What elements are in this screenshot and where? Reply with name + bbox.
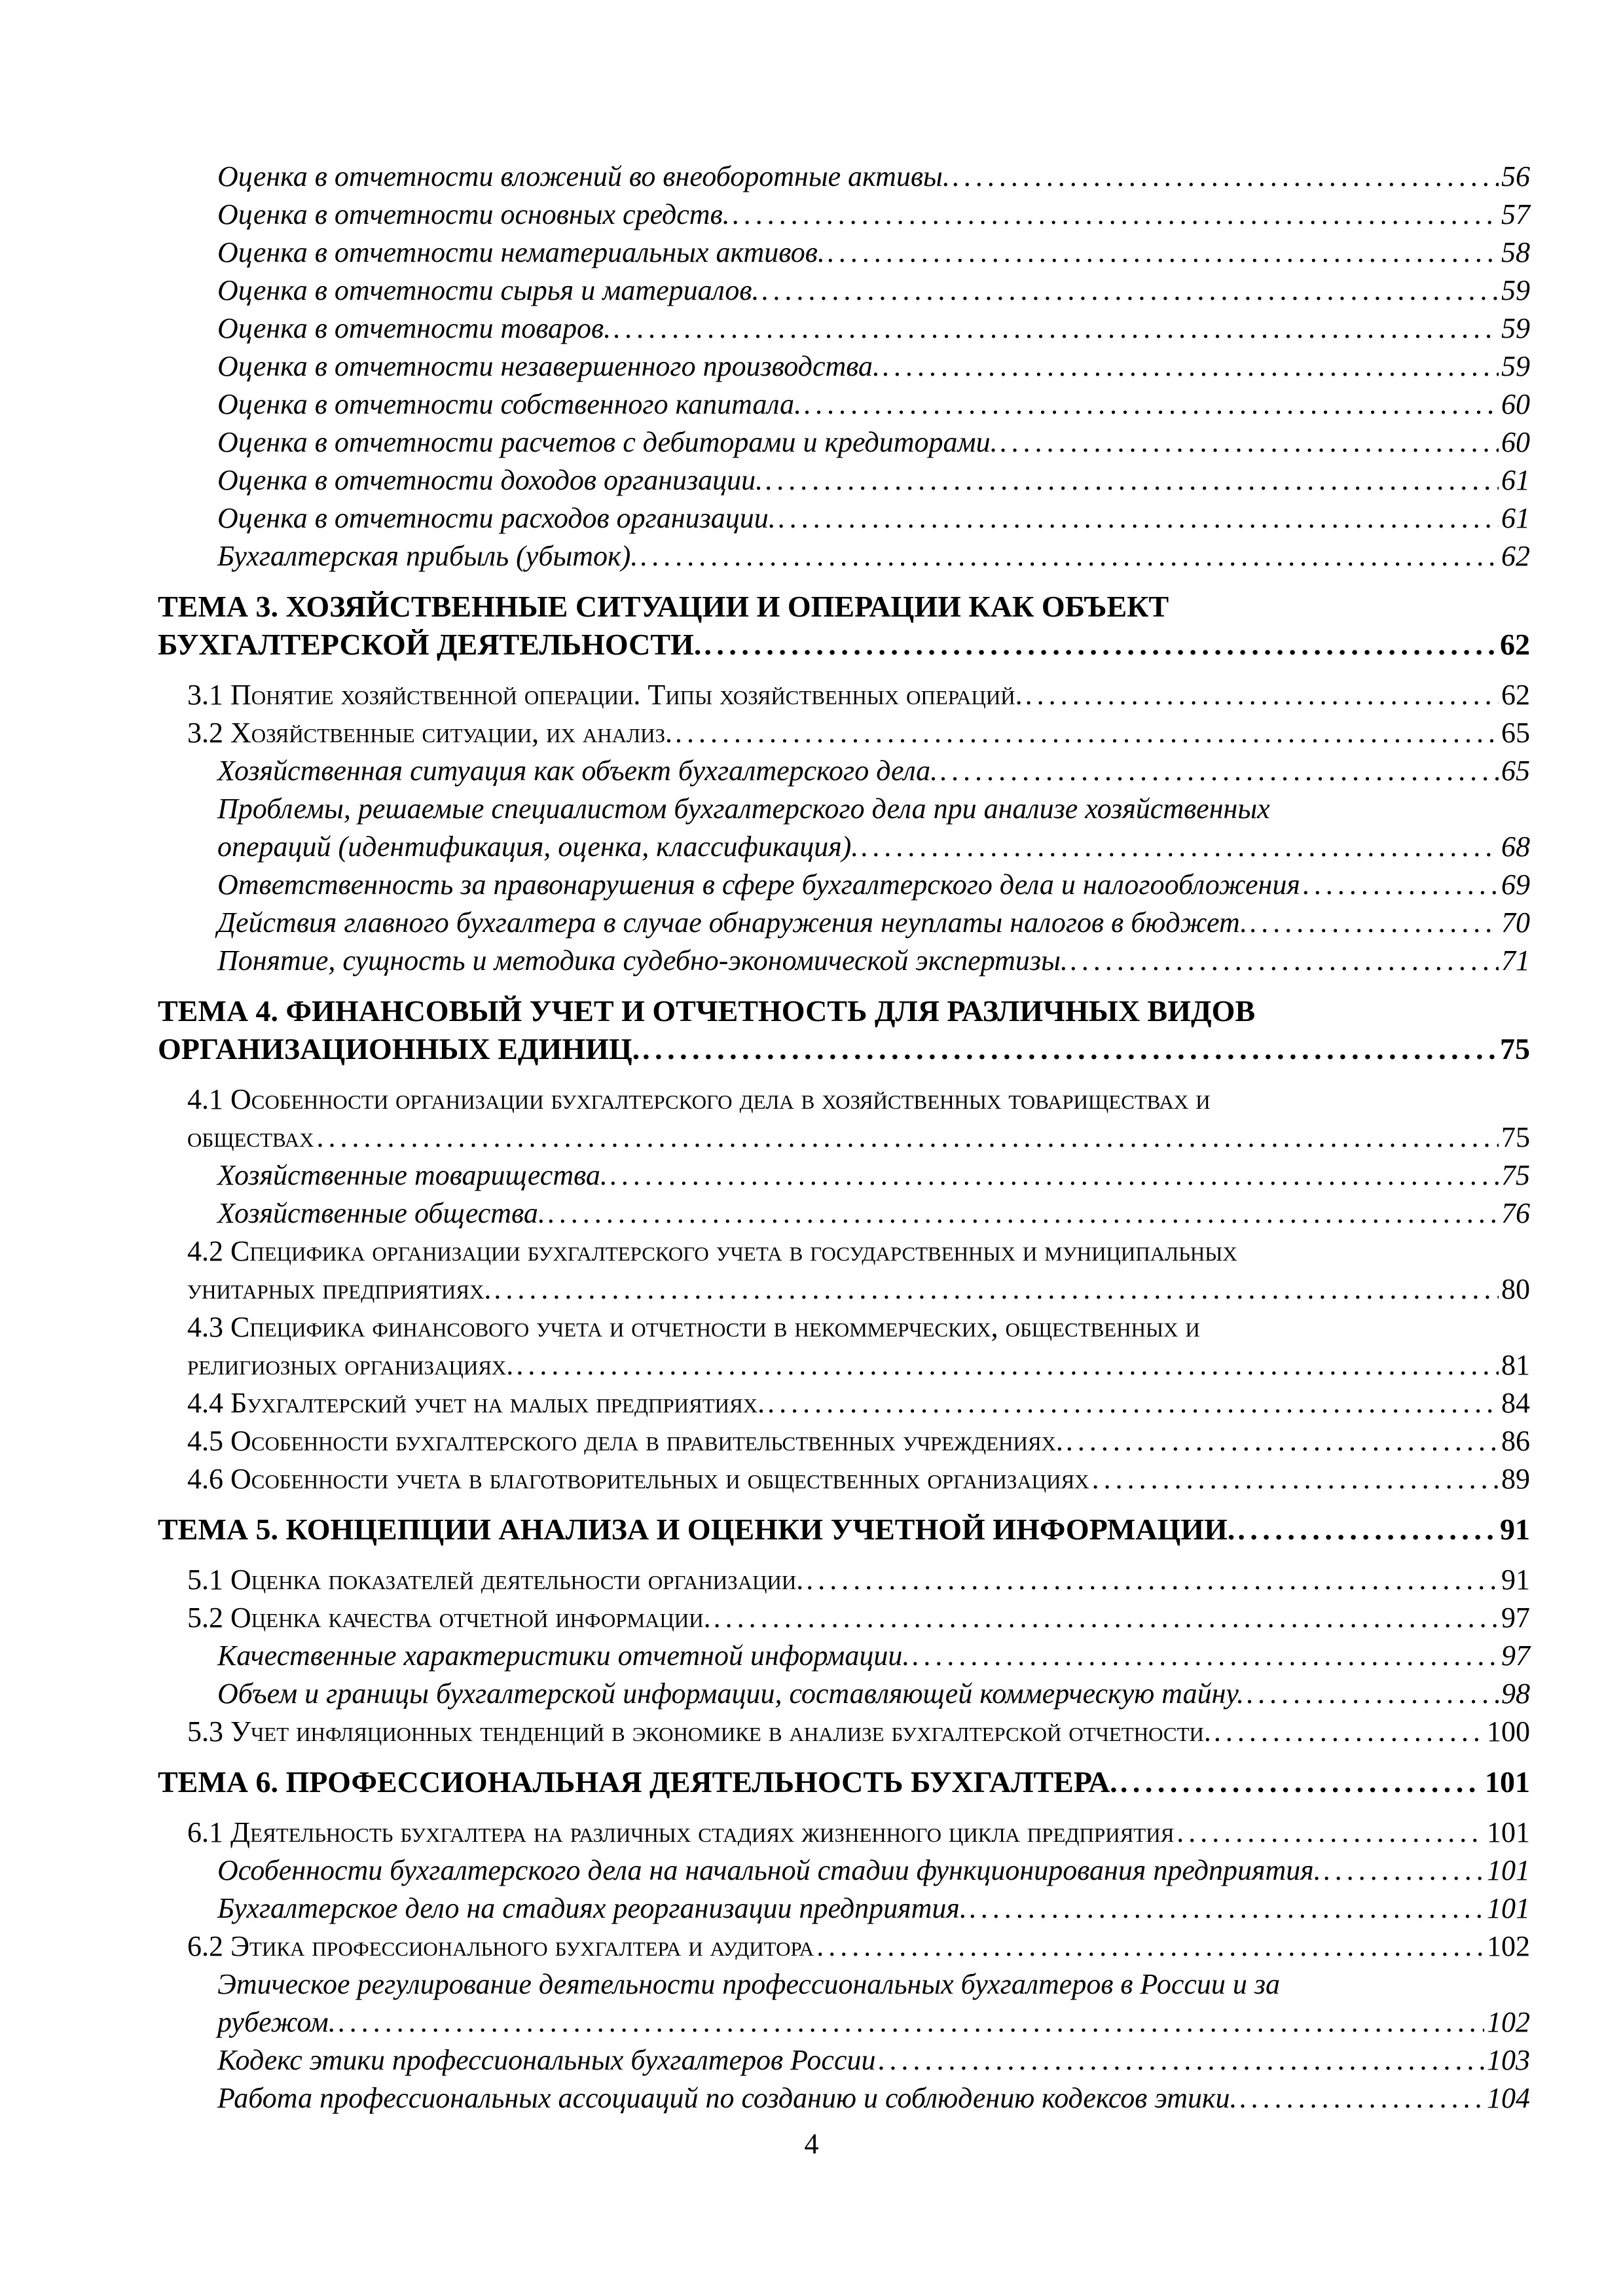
toc-entry[interactable] [217,1894,1530,1923]
toc-page-number: 101 [1487,1854,1530,1886]
toc-entry-title: 4.4 Бухгалтерский учет на малых предприятиях. [187,1387,765,1419]
toc-page-number: 71 [1501,944,1530,977]
toc-entry-title: религиозных организациях. [187,1349,514,1381]
toc-section-entry[interactable] [187,1275,1530,1304]
toc-page-number: 62 [1501,540,1530,572]
toc-leader [1250,908,1499,937]
toc-page-number: 75 [1500,1032,1530,1066]
toc-leader [1240,2084,1484,2113]
toc-page-number: 102 [1487,1930,1530,1962]
toc-entry-title: ТЕМА 5. КОНЦЕПЦИИ АНАЛИЗА И ОЦЕНКИ УЧЕТНОЙ ИНФОРМАЦИИ. [158,1513,1235,1546]
toc-page-number: 76 [1501,1197,1530,1229]
toc-topic-entry[interactable] [158,1767,1530,1797]
page-number: 4 [804,2128,819,2160]
toc-entry-title: Оценка в отчетности вложений во внеоборотные активы. [217,160,950,192]
toc-leader [1120,1767,1482,1797]
toc-entry-title: Оценка в отчетности нематериальных активов. [217,236,825,268]
toc-leader [1214,1717,1484,1746]
toc-leader [610,1161,1499,1190]
toc-page-number: 58 [1501,236,1530,268]
toc-leader [317,1123,1499,1152]
toc-entry[interactable] [217,2046,1530,2075]
toc-leader [804,390,1499,419]
toc-page-number: 75 [1501,1121,1530,1153]
toc-entry[interactable] [217,946,1530,975]
toc-entry[interactable] [217,1856,1530,1885]
toc-leader [953,162,1499,191]
toc-entry-title: Оценка в отчетности основных средств. [217,198,730,230]
toc-entry-title: Оценка в отчетности расчетов с дебиторами и кредиторами. [217,426,998,458]
toc-entry-line: Этическое регулирование деятельности профессиональных бухгалтеров в России и за [217,1968,1281,2000]
toc-leader [675,719,1499,747]
toc-entry-title: 3.1 Понятие хозяйственной операции. Типы хозяйственных операций. [187,679,1023,711]
toc-entry-title: Оценка в отчетности товаров. [217,312,611,344]
toc-section-line: 4.3 Специфика финансового учета и отчетности в некоммерческих, общественных и [187,1311,1200,1343]
toc-section-entry[interactable] [187,1604,1530,1632]
toc-page-number: 65 [1501,717,1530,749]
toc-entry-title: 5.1 Оценка показателей деятельности организации. [187,1564,804,1596]
toc-entry[interactable] [217,1641,1530,1670]
toc-entry-title: Хозяйственная ситуация как объект бухгалтерского дела. [217,755,938,787]
toc-leader [516,1351,1499,1380]
toc-entry-title: 4.5 Особенности бухгалтерского дела в правительственных учреждениях. [187,1425,1063,1457]
toc-page-number: 62 [1501,679,1530,711]
toc-leader [1025,681,1499,709]
toc-entry-title: 5.3 Учет инфляционных тенденций в экономике в анализе бухгалтерской отчетности. [187,1715,1211,1748]
toc-leader [806,1566,1499,1594]
toc-topic-entry[interactable] [158,1515,1530,1545]
toc-page-number: 70 [1501,906,1530,939]
toc-leader [1092,1465,1499,1494]
toc-section-entry[interactable] [187,681,1530,709]
toc-entry[interactable] [217,238,1530,267]
toc-leader [494,1275,1499,1304]
toc-entry[interactable] [217,352,1530,381]
toc-page-number: 69 [1501,869,1530,901]
toc-section-line: 4.2 Специфика организации бухгалтерского учета в государственных и муниципальных [187,1235,1237,1267]
toc-entry-title: ТЕМА 6. ПРОФЕССИОНАЛЬНАЯ ДЕЯТЕЛЬНОСТЬ БУХГАЛТЕРА. [158,1765,1118,1799]
toc-leader [338,2008,1484,2037]
toc-entry-title: Кодекс этики профессиональных бухгалтеров России [217,2044,876,2076]
toc-section-entry[interactable] [187,1123,1530,1152]
toc-leader [714,1604,1499,1632]
toc-leader [704,630,1497,660]
toc-entry-title: обществах [187,1121,314,1153]
toc-entry[interactable] [217,504,1530,533]
toc-page-number: 101 [1485,1765,1530,1799]
toc-entry[interactable] [217,870,1530,899]
toc-page-number: 61 [1501,502,1530,534]
toc-entry[interactable] [217,162,1530,191]
toc-leader [1070,946,1499,975]
toc-topic-entry[interactable] [158,630,1530,660]
toc-entry[interactable] [217,1679,1530,1708]
toc-entry[interactable] [217,390,1530,419]
toc-page-number: 61 [1501,464,1530,496]
toc-page-number: 75 [1501,1159,1530,1191]
toc-entry-title: Хозяйственные общества. [217,1197,545,1229]
toc-page-number: 60 [1501,426,1530,458]
toc-leader [548,1199,1499,1228]
toc-section-entry[interactable] [187,1465,1530,1494]
toc-entry-title: Оценка в отчетности расходов организации. [217,502,776,534]
toc-leader [912,1641,1499,1670]
toc-leader [1066,1427,1499,1456]
toc-entry[interactable] [217,200,1530,229]
toc-page-number: 81 [1501,1349,1530,1381]
toc-page-number: 97 [1501,1602,1530,1634]
toc-page-number: 91 [1501,1564,1530,1596]
toc-entry-title: рубежом. [217,2006,336,2038]
toc-section-entry[interactable] [187,719,1530,747]
toc-leader [765,466,1499,495]
toc-leader [1000,428,1499,457]
toc-page-number: 84 [1501,1387,1530,1419]
toc-leader [883,352,1499,381]
toc-leader [640,542,1499,571]
toc-leader [940,757,1499,785]
toc-leader [1247,1679,1499,1708]
topic-heading-line: ТЕМА 4. ФИНАНСОВЫЙ УЧЕТ И ОТЧЕТНОСТЬ ДЛЯ РАЗЛИЧНЫХ ВИДОВ [158,994,1256,1028]
toc-section-entry[interactable] [187,1427,1530,1456]
toc-page-number: 91 [1500,1513,1530,1546]
toc-entry-title: Оценка в отчетности собственного капитала. [217,388,802,420]
toc-page-number: 98 [1501,1677,1530,1710]
toc-entry-title: операций (идентификация, оценка, классификация). [217,831,859,863]
toc-entry-title: Особенности бухгалтерского дела на начальной стадии функционирования предприятия. [217,1854,1321,1886]
toc-entry[interactable] [217,314,1530,343]
toc-section-line: 4.1 Особенности организации бухгалтерского дела в хозяйственных товариществах и [187,1083,1211,1115]
toc-page-number: 103 [1487,2044,1530,2076]
toc-entry-title: Бухгалтерское дело на стадиях реорганизации предприятия. [217,1892,967,1924]
toc-entry[interactable] [217,1199,1530,1228]
toc-entry[interactable] [217,2084,1530,2113]
toc-leader [1303,870,1499,899]
toc-section-entry[interactable] [187,1818,1530,1847]
toc-entry[interactable] [217,1161,1530,1190]
toc-page-number: 101 [1487,1816,1530,1848]
toc-section-entry[interactable] [187,1351,1530,1380]
toc-leader [970,1894,1484,1923]
toc-entry-title: 5.2 Оценка качества отчетной информации. [187,1602,711,1634]
toc-leader [642,1034,1497,1064]
toc-entry-title: Действия главного бухгалтера в случае обнаружения неуплаты налогов в бюджет. [217,906,1248,939]
toc-leader [767,1389,1499,1418]
toc-leader [861,833,1499,861]
toc-page-number: 104 [1487,2082,1530,2114]
toc-page-number: 97 [1501,1640,1530,1672]
toc-page-number: 59 [1501,350,1530,382]
toc-entry-title: Хозяйственные товарищества. [217,1159,608,1191]
toc-leader [1176,1818,1484,1847]
toc-leader [761,276,1499,305]
topic-heading-line: ТЕМА 3. ХОЗЯЙСТВЕННЫЕ СИТУАЦИИ И ОПЕРАЦИИ КАК ОБЪЕКТ [158,590,1169,623]
toc-entry-title: Бухгалтерская прибыль (убыток). [217,540,638,572]
toc-section-entry[interactable] [187,1932,1530,1961]
toc-entry-title: Оценка в отчетности доходов организации. [217,464,763,496]
toc-page-number: 89 [1501,1463,1530,1495]
toc-entry-title: Работа профессиональных ассоциаций по созданию и соблюдению кодексов этики. [217,2082,1237,2114]
toc-page-number: 68 [1501,831,1530,863]
toc-page-number: 60 [1501,388,1530,420]
toc-entry[interactable] [217,908,1530,937]
toc-page-number: 59 [1501,312,1530,344]
toc-page-number: 100 [1487,1715,1530,1748]
toc-entry-title: 6.1 Деятельность бухгалтера на различных стадиях жизненного цикла предприятия [187,1816,1175,1848]
toc-entry-title: 3.2 Хозяйственные ситуации, их анализ. [187,717,673,749]
toc-leader [1324,1856,1484,1885]
toc-entry-title: 6.2 Этика профессионального бухгалтера и аудитора [187,1930,814,1962]
toc-entry-title: 4.6 Особенности учета в благотворительных и общественных организациях [187,1463,1089,1495]
toc-page-number: 86 [1501,1425,1530,1457]
toc-entry-title: Оценка в отчетности сырья и материалов. [217,274,759,306]
toc-leader [878,2046,1484,2075]
toc-page-number: 102 [1487,2006,1530,2038]
toc-page-number: 59 [1501,274,1530,306]
toc-leader [613,314,1499,343]
toc-entry-title: Понятие, сущность и методика судебно-экономической экспертизы. [217,944,1068,977]
toc-leader [733,200,1499,229]
toc-entry[interactable] [217,542,1530,571]
toc-entry-title: Оценка в отчетности незавершенного производства. [217,350,881,382]
toc-entry-title: БУХГАЛТЕРСКОЙ ДЕЯТЕЛЬНОСТИ. [158,628,702,661]
toc-entry-title: Объем и границы бухгалтерской информации, составляющей коммерческую тайну. [217,1677,1245,1710]
toc-entry[interactable] [217,833,1530,861]
toc-leader [816,1932,1484,1961]
toc-entry-title: Ответственность за правонарушения в сфере бухгалтерского дела и налогообложения [217,869,1300,901]
toc-entry[interactable] [217,2008,1530,2037]
toc-entry-title: ОРГАНИЗАЦИОННЫХ ЕДИНИЦ. [158,1032,640,1066]
toc-page-number: 57 [1501,198,1530,230]
toc-section-entry[interactable] [187,1717,1530,1746]
toc-leader [778,504,1499,533]
toc-page-number: 56 [1501,160,1530,192]
toc-leader [1237,1515,1497,1545]
toc-topic-entry[interactable] [158,1034,1530,1064]
toc-entry-line: Проблемы, решаемые специалистом бухгалтерского дела при анализе хозяйственных [217,793,1270,825]
toc-leader [828,238,1499,267]
toc-section-entry[interactable] [187,1389,1530,1418]
toc-entry[interactable] [217,428,1530,457]
toc-page-number: 101 [1487,1892,1530,1924]
toc-page-number: 80 [1501,1273,1530,1305]
toc-entry[interactable] [217,276,1530,305]
toc-page-number: 65 [1501,755,1530,787]
toc-entry[interactable] [217,466,1530,495]
toc-entry[interactable] [217,757,1530,785]
toc-entry-title: унитарных предприятиях. [187,1273,492,1305]
toc-page-number: 62 [1500,628,1530,661]
toc-entry-title: Качественные характеристики отчетной информации. [217,1640,910,1672]
toc-section-entry[interactable] [187,1566,1530,1594]
